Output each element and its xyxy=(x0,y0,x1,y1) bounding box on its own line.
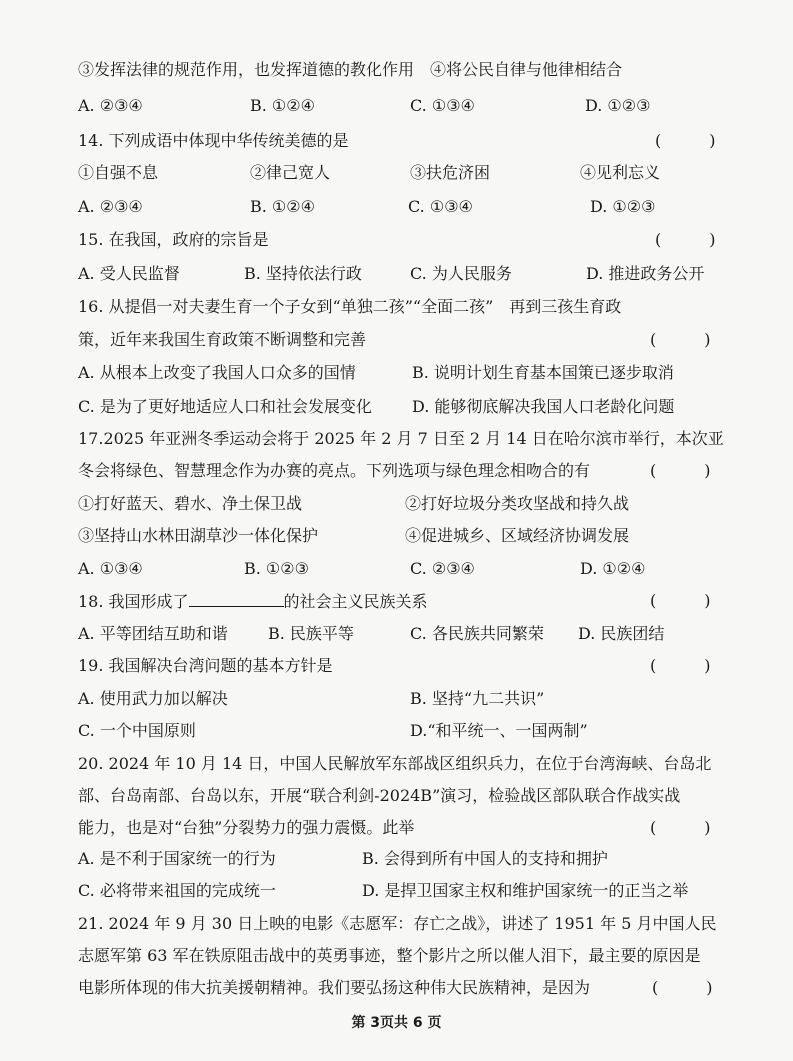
q13-option-a: A. ②③④ xyxy=(78,96,143,115)
q14-statement-3: ③扶危济困 xyxy=(410,163,491,182)
q18-fill-blank xyxy=(189,590,284,607)
q20-option-a: A. 是不利于国家统一的行为 xyxy=(78,849,276,868)
q14-option-c: C. ①③④ xyxy=(408,197,473,216)
q20-answer-paren: ( ) xyxy=(650,818,711,837)
q17-stem-line-1: 17.2025 年亚洲冬季运动会将于 2025 年 2 月 7 日至 2 月 14 日在哈尔滨市举行，本次亚 xyxy=(78,429,724,448)
q17-answer-paren: ( ) xyxy=(650,461,711,480)
q16-option-a: A. 从根本上改变了我国人口众多的国情 xyxy=(78,363,356,382)
q21-stem-line-1: 21. 2024 年 9 月 30 日上映的电影《志愿军：存亡之战》，讲述了 1951 年 5 月中国人民 xyxy=(78,914,717,933)
q14-option-a: A. ②③④ xyxy=(78,197,143,216)
q17-statement-4: ④促进城乡、区域经济协调发展 xyxy=(405,526,630,545)
q19-stem: 19. 我国解决台湾问题的基本方针是 xyxy=(78,656,333,675)
q17-option-a: A. ①③④ xyxy=(78,559,143,578)
q17-statement-1: ①打好蓝天、碧水、净土保卫战 xyxy=(78,494,303,513)
q14-option-d: D. ①②③ xyxy=(590,197,656,216)
q16-stem-line-1: 16. 从提倡一对夫妻生育一个子女到“单独二孩”“全面二孩” 再到三孩生育政 xyxy=(78,297,622,316)
q15-answer-paren: ( ) xyxy=(655,230,716,249)
q21-answer-paren: ( ) xyxy=(652,978,713,997)
q18-option-d: D. 民族团结 xyxy=(578,624,665,643)
q18-stem-pre: 18. 我国形成了 xyxy=(78,592,189,611)
q16-option-b: B. 说明计划生育基本国策已逐步取消 xyxy=(412,363,674,382)
q20-stem-line-1: 20. 2024 年 10 月 14 日，中国人民解放军东部战区组织兵力，在位于台湾海峡、台岛北 xyxy=(78,754,712,773)
q15-option-b: B. 坚持依法行政 xyxy=(244,264,362,283)
q14-answer-paren: ( ) xyxy=(655,131,716,150)
q17-option-c: C. ②③④ xyxy=(410,559,475,578)
q14-option-b: B. ①②④ xyxy=(250,197,315,216)
q14-statement-4: ④见利忘义 xyxy=(580,163,661,182)
q17-option-d: D. ①②④ xyxy=(580,559,646,578)
q19-option-d: D.“和平统一、一国两制” xyxy=(410,721,588,740)
q20-option-c: C. 必将带来祖国的完成统一 xyxy=(78,881,276,900)
q13-statements: ③发挥法律的规范作用，也发挥道德的教化作用 ④将公民自律与他律相结合 xyxy=(78,60,623,79)
q16-stem-line-2: 策，近年来我国生育政策不断调整和完善 xyxy=(78,330,367,349)
q19-option-b: B. 坚持“九二共识” xyxy=(410,689,545,708)
q13-option-b: B. ①②④ xyxy=(250,96,315,115)
q18-stem-post: 的社会主义民族关系 xyxy=(283,592,428,611)
q17-statement-2: ②打好垃圾分类攻坚战和持久战 xyxy=(405,494,630,513)
q17-statement-3: ③坚持山水林田湖草沙一体化保护 xyxy=(78,526,319,545)
q19-option-a: A. 使用武力加以解决 xyxy=(78,689,228,708)
q20-stem-line-3: 能力，也是对“台独”分裂势力的强力震慑。此举 xyxy=(78,818,415,837)
q20-option-d: D. 是捍卫国家主权和维护国家统一的正当之举 xyxy=(362,881,689,900)
q18-option-a: A. 平等团结互助和谐 xyxy=(78,624,228,643)
q14-statement-1: ①自强不息 xyxy=(78,163,159,182)
q20-option-b: B. 会得到所有中国人的支持和拥护 xyxy=(362,849,608,868)
q19-option-c: C. 一个中国原则 xyxy=(78,721,196,740)
q15-stem: 15. 在我国，政府的宗旨是 xyxy=(78,230,269,249)
q18-stem xyxy=(78,590,428,613)
q16-answer-paren: ( ) xyxy=(650,330,711,349)
q13-option-c: C. ①③④ xyxy=(410,96,475,115)
q13-option-d: D. ①②③ xyxy=(585,96,651,115)
q18-answer-paren: ( ) xyxy=(650,591,711,610)
q19-answer-paren: ( ) xyxy=(650,656,711,675)
q20-stem-line-2: 部、台岛南部、台岛以东，开展“联合利剑-2024B”演习，检验战区部队联合作战实战 xyxy=(78,786,681,805)
q16-option-d: D. 能够彻底解决我国人口老龄化问题 xyxy=(412,397,675,416)
q17-option-b: B. ①②③ xyxy=(244,559,309,578)
q14-stem: 14. 下列成语中体现中华传统美德的是 xyxy=(78,131,349,150)
q21-stem-line-2: 志愿军第 63 军在铁原阻击战中的英勇事迹，整个影片之所以催人泪下，最主要的原因是 xyxy=(78,946,701,965)
q18-option-b: B. 民族平等 xyxy=(268,624,354,643)
q15-option-c: C. 为人民服务 xyxy=(410,264,512,283)
q14-statement-2: ②律己宽人 xyxy=(250,163,331,182)
q16-option-c: C. 是为了更好地适应人口和社会发展变化 xyxy=(78,397,372,416)
q15-option-d: D. 推进政务公开 xyxy=(586,264,705,283)
page-number-footer: 第 3页共 6 页 xyxy=(351,1015,442,1031)
q17-stem-line-2: 冬会将绿色、智慧理念作为办赛的亮点。下列选项与绿色理念相吻合的有 xyxy=(78,461,591,480)
q18-option-c: C. 各民族共同繁荣 xyxy=(410,624,544,643)
q21-stem-line-3: 电影所体现的伟大抗美援朝精神。我们要弘扬这种伟大民族精神，是因为 xyxy=(78,978,591,997)
q15-option-a: A. 受人民监督 xyxy=(78,264,180,283)
